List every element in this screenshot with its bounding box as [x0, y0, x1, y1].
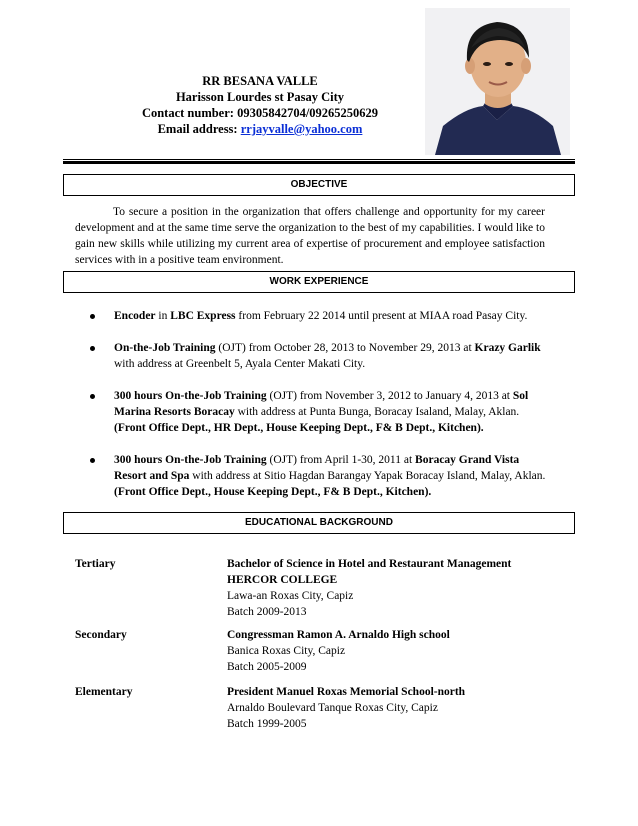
education-degree: Bachelor of Science in Hotel and Restaurant Management: [227, 558, 512, 570]
work-role: 300 hours On-the-Job Training: [114, 390, 267, 402]
education-school: President Manuel Roxas Memorial School-north: [227, 686, 466, 698]
work-departments: (Front Office Dept., House Keeping Dept., F& B Dept., Kitchen).: [114, 486, 432, 498]
education-location: Lawa-an Roxas City, Capiz: [227, 590, 354, 602]
work-mid: (OJT) from October 28, 2013 to November 29, 2013 at: [215, 342, 475, 354]
work-departments: (Front Office Dept., HR Dept., House Keeping Dept., F& B Dept., Kitchen).: [114, 422, 484, 434]
resume-header: [95, 73, 425, 137]
applicant-name: RR BESANA VALLE: [202, 74, 318, 88]
contact-label: Contact number:: [141, 106, 238, 120]
portrait-illustration: [425, 8, 570, 155]
work-mid: in: [155, 310, 171, 322]
work-role: 300 hours On-the-Job Training: [114, 454, 267, 466]
work-experience-list: [72, 308, 547, 516]
bullet-icon: [90, 346, 95, 351]
education-level: Elementary: [75, 686, 133, 698]
education-batch: Batch 1999-2005: [227, 718, 307, 730]
work-item: [72, 388, 547, 436]
contact-number: 09305842704/09265250629: [237, 106, 379, 120]
bullet-icon: [90, 314, 95, 319]
work-company: Boracay Grand Vista Resort and Spa: [114, 454, 520, 482]
work-detail: with address at Greenbelt 5, Ayala Center Makati City.: [114, 358, 366, 370]
section-header-work-experience: WORK EXPERIENCE: [63, 271, 575, 293]
work-company: Sol Marina Resorts Boracay: [114, 390, 529, 418]
education-school: Congressman Ramon A. Arnaldo High school: [227, 629, 450, 641]
work-mid: (OJT) from November 3, 2012 to January 4, 2013 at: [266, 390, 513, 402]
contact-line: [95, 105, 425, 121]
work-company: LBC Express: [170, 310, 236, 322]
email-line: [95, 121, 425, 137]
work-company: Krazy Garlik: [474, 342, 541, 354]
work-mid: (OJT) from April 1-30, 2011 at: [266, 454, 416, 466]
section-header-education: EDUCATIONAL BACKGROUND: [63, 512, 575, 534]
education-location: Banica Roxas City, Capiz: [227, 645, 346, 657]
work-detail: from February 22 2014 until present at MIAA road Pasay City.: [235, 310, 528, 322]
education-school: HERCOR COLLEGE: [227, 574, 338, 586]
email-link[interactable]: rrjayvalle@yahoo.com: [240, 122, 363, 136]
work-detail: with address at Punta Bunga, Boracay Isaland, Malay, Aklan.: [234, 406, 520, 418]
work-detail: with address at Sitio Hagdan Barangay Yapak Boracay Island, Malay, Aklan.: [189, 470, 546, 482]
work-item: [72, 452, 547, 500]
education-batch: Batch 2005-2009: [227, 661, 307, 673]
work-item: [72, 340, 547, 372]
work-role: Encoder: [114, 310, 156, 322]
header-divider-thick: [63, 161, 575, 164]
header-divider-thin: [63, 159, 575, 160]
applicant-address: Harisson Lourdes st Pasay City: [175, 90, 345, 104]
section-header-objective: OBJECTIVE: [63, 174, 575, 196]
bullet-icon: [90, 458, 95, 463]
work-role: On-the-Job Training: [114, 342, 216, 354]
objective-text: To secure a position in the organization that offers challenge and opportunity for my career development and at the same time serve the organization to the best of my capabilities. I would like to gain new skills while utilizing my current area of expertise of procurement and employee satisfaction services with in a positive team environment.: [75, 206, 545, 266]
objective-paragraph: [75, 204, 545, 268]
applicant-photo: [425, 8, 570, 155]
education-location: Arnaldo Boulevard Tanque Roxas City, Capiz: [227, 702, 438, 714]
education-level: Tertiary: [75, 558, 116, 570]
bullet-icon: [90, 394, 95, 399]
education-batch: Batch 2009-2013: [227, 606, 307, 618]
work-item: [72, 308, 547, 324]
education-level: Secondary: [75, 629, 127, 641]
email-label: Email address:: [157, 122, 241, 136]
